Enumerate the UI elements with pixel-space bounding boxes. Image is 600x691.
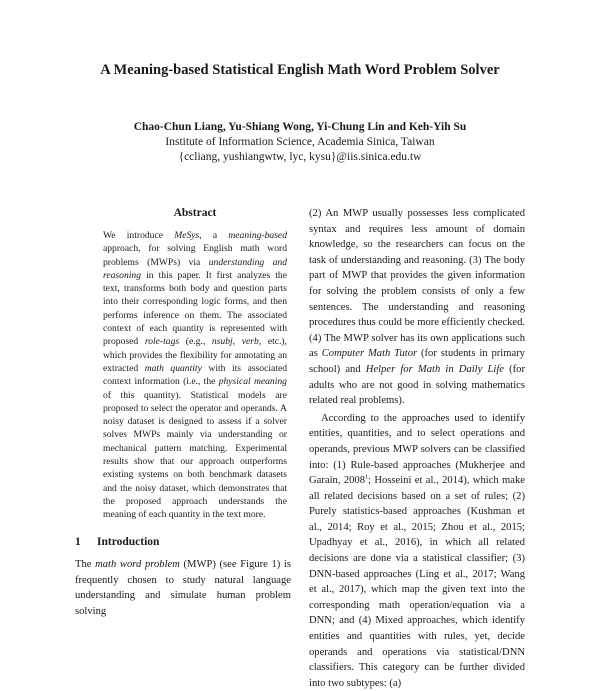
paper-authors: Chao-Chun Liang, Yu-Shiang Wong, Yi-Chung Lin and Keh-Yih Su [133, 121, 467, 133]
section-number: 1 [75, 536, 81, 548]
right-paragraph-1: (2) An MWP usually possesses less complicated syntax and requires less amount of domain knowledge, so the researchers can focus on the task of understanding and reasoning. (3) The body part of MWP that provides the given information for solving the problem consists of only a few sentences. The understanding and reasoning procedures thus could be more efficiently checked. (4) The MWP solver has its own applications such as Computer Math Tutor (for students in primary school) and Helper for Math in Daily Life (for adults who are not good in solving mathematics related real problems). [309, 208, 526, 407]
abstract-heading: Abstract [173, 207, 217, 219]
footnote-marker: 1 [365, 474, 369, 481]
introduction-body [75, 557, 291, 619]
paper-title: A Meaning-based Statistical English Math Word Problem Solver [100, 62, 500, 78]
abstract-body [103, 229, 287, 522]
right-paragraph-2: According to the approaches used to identify entities, quantities, and to select operations and operands, previous MWP solvers can be classified into: (1) Rule-based approaches (Mukherjee and Garain, 2008$^1$; Hosseini et al., 2014), which make all related decisions based on a set of rules; (2) Purely statistics-based approaches (Kushman et al., 2014; Roy et al., 2015; Zhou et al., 2015; Upadhyay et al., 2016), in which all related decisions are done via a statistical classifier; (3) DNN-based approaches (Ling et al., 2017; Wang et al., 2017), which map the given text into the corresponding math operation/equation via a DNN; and (4) Mixed approaches, which identify entities and quantities with rules, yet, decide operands and operations via statistical/DNN classifiers. This category can be further divided into two subtypes: (a) [309, 412, 525, 689]
section-title: Introduction [97, 536, 160, 548]
abstract-paragraph: We introduce MeSys, a meaning-based approach, for solving English math word problems (MWPs) via understanding and reasoning in this paper. It first analyzes the text, transforms both body and question parts into their corresponding logic forms, and then performs inference on them. The associated context of each quantity is represented with proposed role-tags (e.g., nsubj, verb, etc.), which provides the flexibility for annotating an extracted math quantity with its associated context information (i.e., the physical meaning of this quantity). Statistical models are proposed to select the operator and operands. A noisy dataset is designed to assess if a solver solves MWPs mainly via understanding or mechanical pattern matching. Experimental results show that our approach outperforms existing systems on both benchmark datasets and the noisy dataset, which demonstrates that the proposed approach understands the meaning of each quantity in the text more. [103, 230, 287, 521]
section-heading-introduction [75, 536, 295, 548]
author-institution: Institute of Information Science, Academia Sinica, Taiwan [165, 136, 435, 148]
intro-paragraph: The math word problem (MWP) (see Figure 1) is frequently chosen to study natural language understanding and simulate human problem solving [75, 559, 291, 617]
right-column-body [309, 206, 525, 691]
author-emails: {ccliang, yushiangwtw, lyc, kysu}@iis.sinica.edu.tw [178, 151, 422, 163]
